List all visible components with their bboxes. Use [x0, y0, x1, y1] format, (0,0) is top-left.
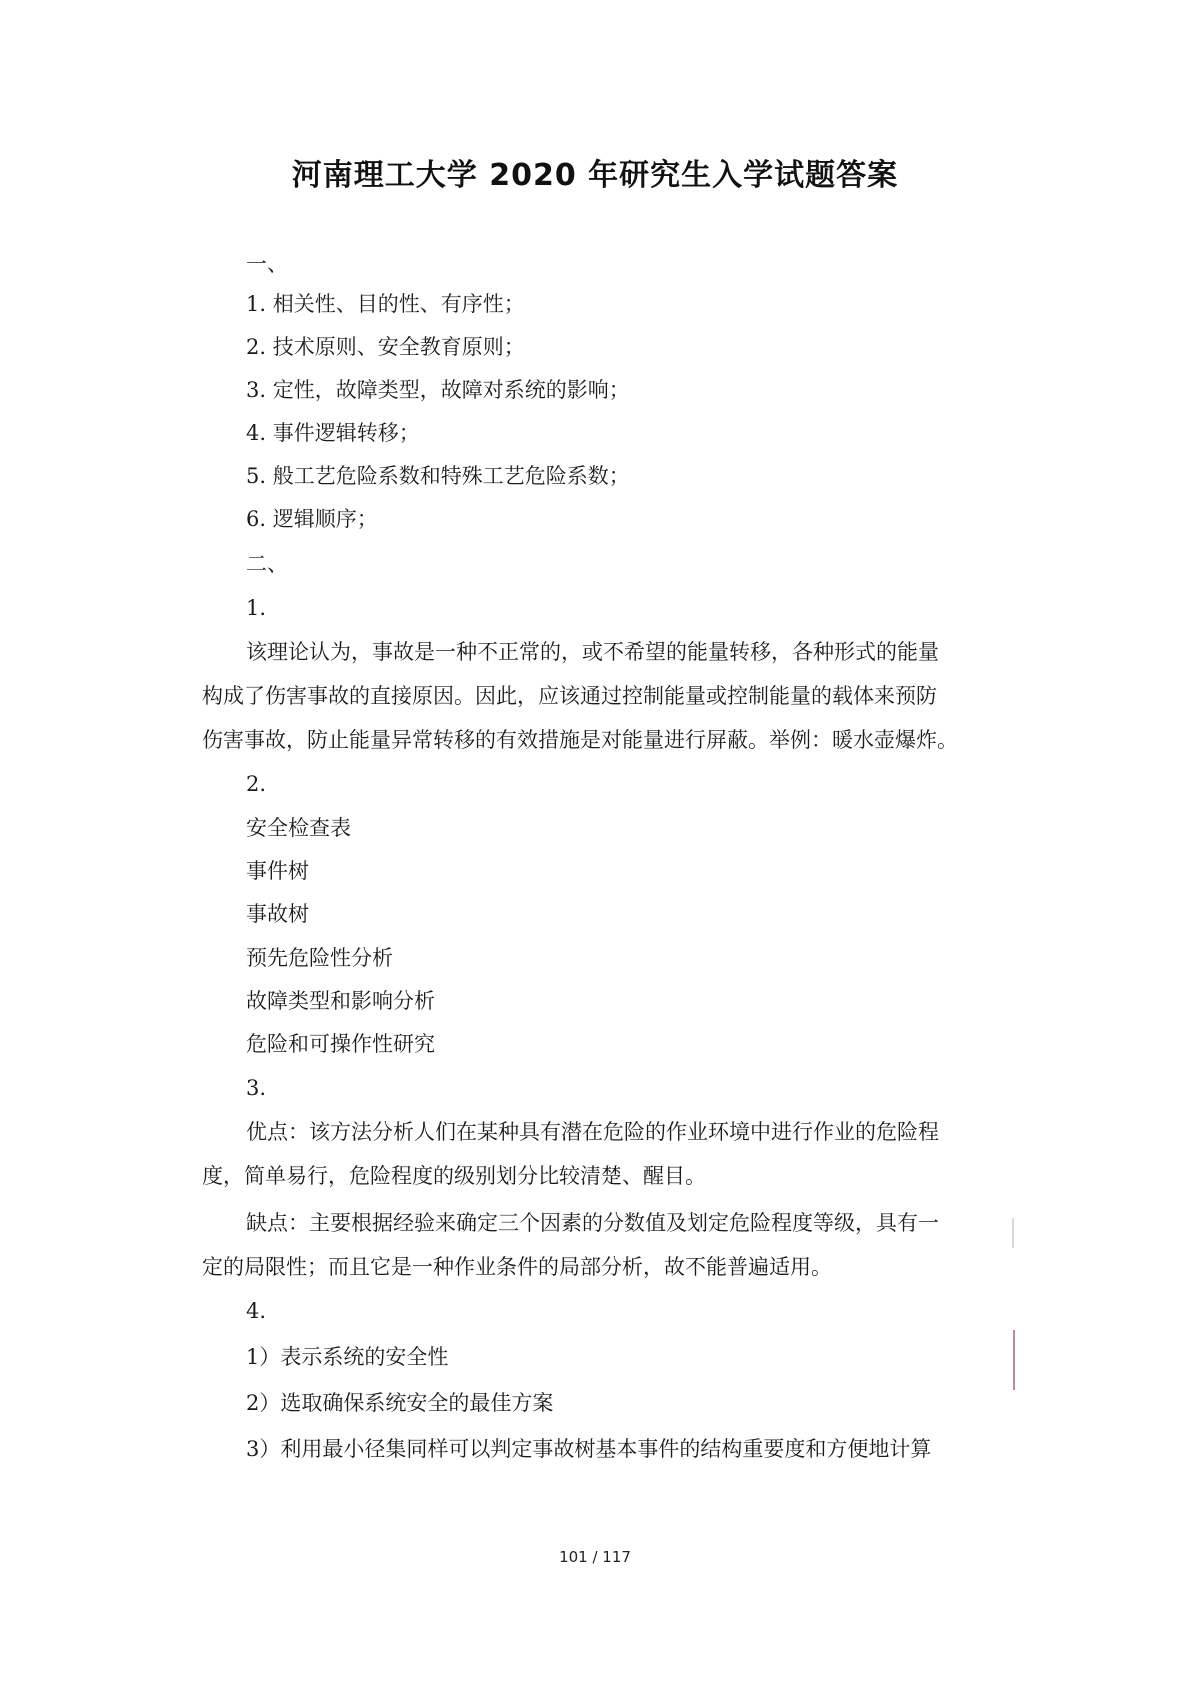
- page-number: 101 / 117: [559, 1548, 631, 1566]
- scan-artifact: [1012, 1218, 1014, 1248]
- scan-artifact: [1013, 1330, 1015, 1390]
- section1-item: 3. 定性，故障类型，故障对系统的影响；: [246, 378, 630, 402]
- section1-heading: 一、: [246, 252, 288, 276]
- q4-number: 4.: [246, 1299, 267, 1323]
- q4-item: 1）表示系统的安全性: [246, 1345, 449, 1369]
- q2-item: 危险和可操作性研究: [246, 1032, 435, 1056]
- q2-item: 事件树: [246, 859, 309, 883]
- section2-heading: 二、: [246, 552, 288, 576]
- q1-text-line: 该理论认为，事故是一种不正常的，或不希望的能量转移，各种形式的能量: [246, 640, 939, 664]
- q2-item: 预先危险性分析: [246, 946, 393, 970]
- section1-item: 2. 技术原则、安全教育原则；: [246, 335, 525, 359]
- section1-item: 5. 般工艺危险系数和特殊工艺危险系数；: [246, 464, 630, 488]
- q3-advantage-line: 度，简单易行，危险程度的级别划分比较清楚、醒目。: [202, 1164, 706, 1188]
- section1-item: 4. 事件逻辑转移；: [246, 421, 420, 445]
- q3-disadvantage-line: 缺点：主要根据经验来确定三个因素的分数值及划定危险程度等级，具有一: [246, 1211, 939, 1235]
- section1-item: 6. 逻辑顺序；: [246, 507, 378, 531]
- q4-item: 3）利用最小径集同样可以判定事故树基本事件的结构重要度和方便地计算: [246, 1437, 932, 1461]
- q1-text-line: 伤害事故，防止能量异常转移的有效措施是对能量进行屏蔽。举例：暖水壶爆炸。: [202, 728, 958, 752]
- q2-item: 事故树: [246, 902, 309, 926]
- document-title: 河南理工大学 2020 年研究生入学试题答案: [291, 158, 899, 193]
- q2-item: 安全检查表: [246, 816, 351, 840]
- q1-number: 1.: [246, 596, 267, 620]
- q2-item: 故障类型和影响分析: [246, 989, 435, 1013]
- q2-number: 2.: [246, 772, 267, 796]
- section1-item: 1. 相关性、目的性、有序性；: [246, 292, 525, 316]
- q3-advantage-line: 优点：该方法分析人们在某种具有潜在危险的作业环境中进行作业的危险程: [246, 1120, 939, 1144]
- q3-disadvantage-line: 定的局限性；而且它是一种作业条件的局部分析，故不能普遍适用。: [202, 1255, 832, 1279]
- q1-text-line: 构成了伤害事故的直接原因。因此，应该通过控制能量或控制能量的载体来预防: [202, 684, 937, 708]
- q3-number: 3.: [246, 1076, 267, 1100]
- q4-item: 2）选取确保系统安全的最佳方案: [246, 1391, 554, 1415]
